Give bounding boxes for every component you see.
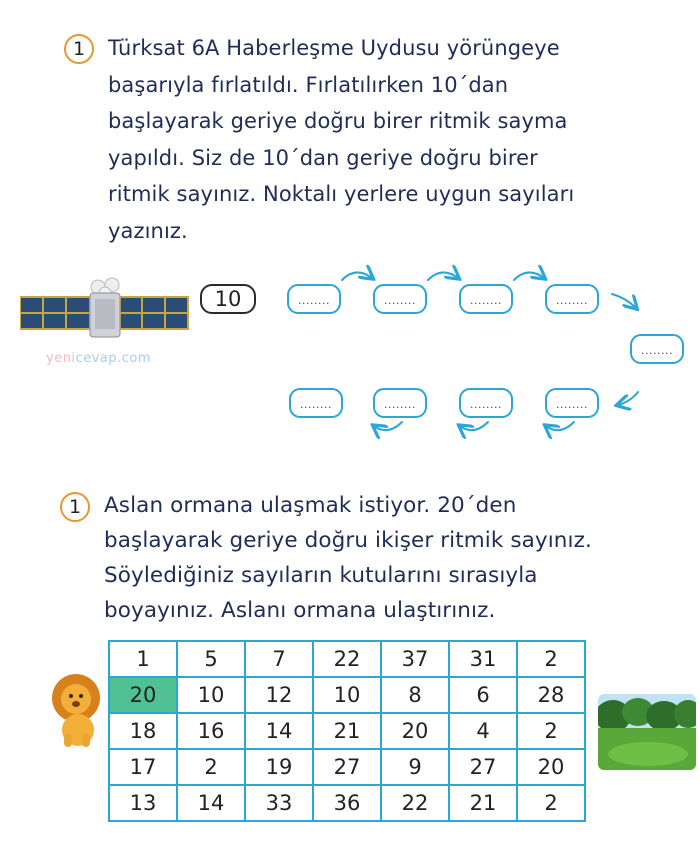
grid-cell[interactable]: 5 (177, 641, 245, 677)
arrow-icon (460, 422, 488, 430)
answer-blank: ........ (384, 398, 416, 411)
grid-cell[interactable]: 2 (517, 785, 585, 821)
grid-cell[interactable]: 2 (177, 749, 245, 785)
start-number-box: 10 (200, 284, 256, 314)
grid-row (109, 749, 585, 785)
grid-cell[interactable]: 16 (177, 713, 245, 749)
arrow-icon (612, 294, 636, 308)
number-grid (108, 640, 586, 822)
grid-cell[interactable]: 6 (449, 677, 517, 713)
grid-cell[interactable]: 7 (245, 641, 313, 677)
question-2-text: Aslan ormana ulaşmak istiyor. 20´den başlayarak geriye doğru ikişer ritmik sayınız. Söylediğiniz sayıların kutularını sırasıyla boyayınız. Aslanı ormana ulaştırınız. (104, 493, 592, 623)
watermark-part2: cevap.com (75, 351, 152, 366)
answer-blank: ........ (641, 344, 673, 357)
answer-blank: ........ (556, 294, 588, 307)
grid-row (109, 713, 585, 749)
grid-cell[interactable]: 20 (517, 749, 585, 785)
grid-cell[interactable]: 10 (177, 677, 245, 713)
watermark-part1: yeni (46, 351, 76, 366)
answer-blank: ........ (470, 398, 502, 411)
grid-cell[interactable]: 33 (245, 785, 313, 821)
question-2-number: 1 (60, 492, 90, 522)
grid-row (109, 785, 585, 821)
grid-cell[interactable]: 19 (245, 749, 313, 785)
grid-cell[interactable]: 10 (313, 677, 381, 713)
grid-cell[interactable]: 28 (517, 677, 585, 713)
answer-blank: ........ (298, 294, 330, 307)
grid-cell[interactable]: 8 (381, 677, 449, 713)
question-1-text: Türksat 6A Haberleşme Uydusu yörüngeye başarıyla fırlatıldı. Fırlatılırken 10´dan başlayarak geriye doğru birer ritmik sayma yapıldı. Siz de 10´dan geriye doğru birer ritmik sayınız. Noktalı yerlere uygun sayıları yazınız. (108, 36, 575, 243)
grid-cell[interactable]: 1 (109, 641, 177, 677)
grid-cell[interactable]: 14 (177, 785, 245, 821)
grid-row (109, 641, 585, 677)
grid-cell[interactable]: 14 (245, 713, 313, 749)
arrow-icon (546, 422, 574, 430)
grid-cell[interactable]: 2 (517, 641, 585, 677)
grid-cell[interactable]: 22 (381, 785, 449, 821)
question-1-number: 1 (64, 34, 94, 64)
forest-icon (598, 694, 696, 770)
grid-cell[interactable]: 17 (109, 749, 177, 785)
answer-blank: ........ (470, 294, 502, 307)
grid-cell[interactable]: 2 (517, 713, 585, 749)
grid-cell[interactable]: 9 (381, 749, 449, 785)
answer-blank: ........ (300, 398, 332, 411)
grid-row (109, 677, 585, 713)
grid-cell[interactable]: 12 (245, 677, 313, 713)
grid-cell[interactable]: 13 (109, 785, 177, 821)
arrow-icon (428, 272, 458, 280)
grid-cell[interactable]: 20 (381, 713, 449, 749)
grid-cell[interactable]: 37 (381, 641, 449, 677)
grid-cell[interactable]: 18 (109, 713, 177, 749)
arrow-icon (618, 392, 638, 405)
grid-cell[interactable]: 21 (449, 785, 517, 821)
grid-cell[interactable]: 31 (449, 641, 517, 677)
grid-cell[interactable]: 21 (313, 713, 381, 749)
grid-cell[interactable]: 27 (449, 749, 517, 785)
arrow-icon (514, 272, 544, 280)
grid-cell[interactable]: 36 (313, 785, 381, 821)
grid-cell[interactable]: 22 (313, 641, 381, 677)
lion-icon (50, 672, 106, 748)
grid-cell[interactable]: 27 (313, 749, 381, 785)
answer-blank: ........ (384, 294, 416, 307)
grid-cell-highlighted[interactable]: 20 (109, 677, 177, 713)
grid-cell[interactable]: 4 (449, 713, 517, 749)
answer-blank: ........ (556, 398, 588, 411)
arrow-icon (374, 422, 402, 430)
arrow-icon (342, 272, 372, 280)
